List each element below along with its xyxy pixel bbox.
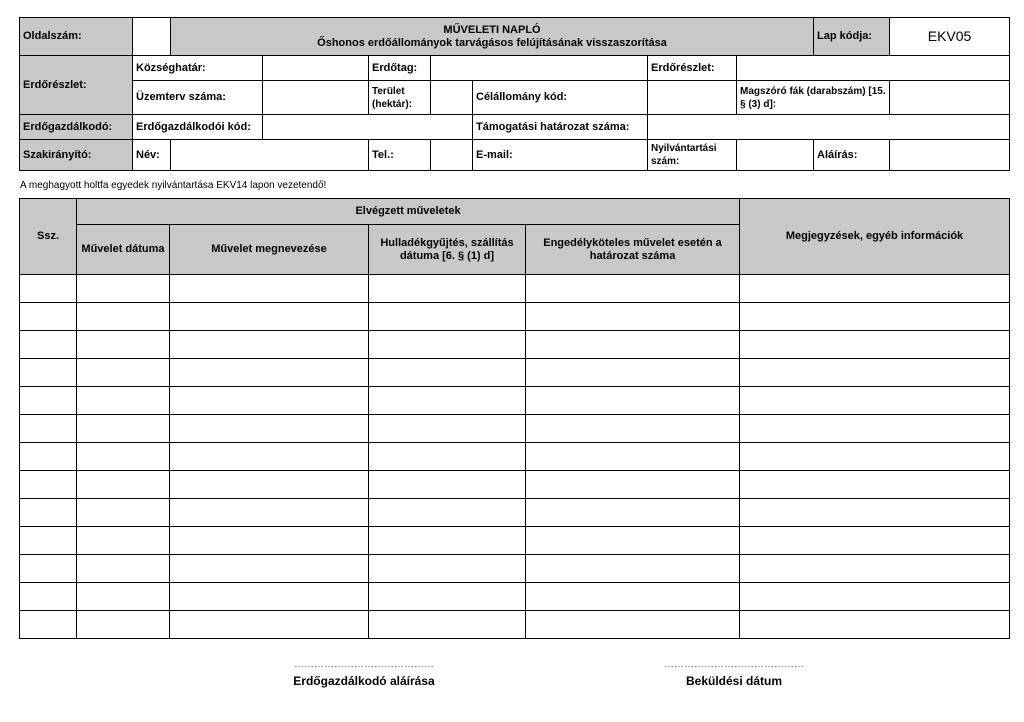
cell-hulladek[interactable] [369,527,526,555]
cell-datum[interactable] [77,527,170,555]
signature-label-right: Beküldési dátum [685,674,783,688]
col-ssz-header: Ssz. [20,199,77,275]
table-row [20,443,1010,471]
signature-line-right[interactable]: …………………………………… [664,659,804,670]
oldalszam-label: Oldalszám: [20,18,133,56]
table-row [20,471,1010,499]
holtfa-note: A meghagyott holtfa egyedek nyilvántartása EKV14 lapon vezetendő! [20,180,327,191]
celallomany-field[interactable] [648,81,737,115]
nev-field[interactable] [171,140,369,171]
email-label: E-mail: [476,148,513,161]
title-line2: Őshonos erdőállományok tarvágásos felújításának visszaszorítása [317,36,667,49]
cell-megjegyzes[interactable] [740,611,1010,639]
table-row [20,275,1010,303]
magszoro-field[interactable] [890,81,1010,115]
szakiranyito-label: Szakirányító: [20,140,133,171]
cell-engedely[interactable] [526,583,740,611]
celallomany-label: Célállomány kód: [473,81,648,115]
cell-hulladek[interactable] [369,499,526,527]
cell-engedely[interactable] [526,331,740,359]
cell-datum[interactable] [77,275,170,303]
cell-megnevezes[interactable] [170,303,369,331]
cell-ssz[interactable] [20,527,77,555]
signature-block-right [634,660,834,688]
kozseghatar-field[interactable] [263,56,369,81]
cell-megnevezes[interactable] [170,359,369,387]
nev-label: Név: [133,140,171,171]
cell-megjegyzes[interactable] [740,331,1010,359]
uzemterv-label: Üzemterv száma: [133,81,263,115]
header-table [19,17,1010,171]
cell-hulladek[interactable] [369,471,526,499]
kozseghatar-label: Községhatár: [133,56,263,81]
cell-datum[interactable] [77,471,170,499]
cell-engedely[interactable] [526,443,740,471]
col-engedely-header: Engedélyköteles művelet esetén a határozat száma [526,225,740,275]
cell-megnevezes[interactable] [170,471,369,499]
erdogazdalkodoi-kod-field[interactable] [263,115,473,140]
tel-field[interactable] [431,140,473,171]
cell-engedely[interactable] [526,415,740,443]
cell-hulladek[interactable] [369,415,526,443]
uzemterv-field[interactable] [263,81,369,115]
cell-megnevezes[interactable] [170,275,369,303]
nyilvantartasi-field[interactable] [737,140,814,171]
erdogazdalkodoi-kod-label: Erdőgazdálkodói kód: [133,115,263,140]
cell-datum[interactable] [77,583,170,611]
email-cell[interactable] [473,140,648,171]
tamogatasi-label: Támogatási határozat száma: [473,115,648,140]
table-row [20,387,1010,415]
terulet-field[interactable] [431,81,473,115]
cell-datum[interactable] [77,443,170,471]
cell-megnevezes[interactable] [170,583,369,611]
cell-ssz[interactable] [20,611,77,639]
cell-ssz[interactable] [20,499,77,527]
col-megnevezes-header: Művelet megnevezése [170,225,369,275]
signature-line-left[interactable]: …………………………………… [294,659,434,670]
cell-hulladek[interactable] [369,331,526,359]
magszoro-label: Magszóró fák (darabszám) [15. § (3) d]: [737,81,890,115]
alairas-field[interactable] [890,140,1010,171]
erdotag-field[interactable] [431,56,648,81]
cell-megjegyzes[interactable] [740,303,1010,331]
cell-ssz[interactable] [20,471,77,499]
cell-ssz[interactable] [20,331,77,359]
tel-label: Tel.: [369,140,431,171]
cell-megjegyzes[interactable] [740,443,1010,471]
cell-megjegyzes[interactable] [740,583,1010,611]
cell-megjegyzes[interactable] [740,359,1010,387]
cell-datum[interactable] [77,499,170,527]
table-row [20,303,1010,331]
erdoreszlet-label: Erdőrészlet: [20,56,133,115]
cell-hulladek[interactable] [369,359,526,387]
col-megjegyzes-header: Megjegyzések, egyéb információk [740,199,1010,275]
cell-datum[interactable] [77,611,170,639]
col-hulladek-header: Hulladékgyűjtés, szállítás dátuma [6. § (1) d] [369,225,526,275]
cell-megnevezes[interactable] [170,331,369,359]
cell-ssz[interactable] [20,415,77,443]
signature-block-left [264,660,464,688]
cell-megjegyzes[interactable] [740,471,1010,499]
cell-engedely[interactable] [526,527,740,555]
nyilvantartasi-label: Nyilvántartási szám: [648,140,737,171]
cell-megnevezes[interactable] [170,387,369,415]
operations-log-table [19,198,1010,639]
cell-ssz[interactable] [20,303,77,331]
cell-engedely[interactable] [526,471,740,499]
cell-megjegyzes[interactable] [740,499,1010,527]
table-row [20,499,1010,527]
cell-hulladek[interactable] [369,611,526,639]
cell-hulladek[interactable] [369,443,526,471]
cell-megnevezes[interactable] [170,499,369,527]
page-title [171,18,814,56]
cell-engedely[interactable] [526,303,740,331]
erdotag-label: Erdőtag: [369,56,431,81]
cell-ssz[interactable] [20,275,77,303]
oldalszam-field[interactable] [133,18,171,56]
lapkod-value: EKV05 [890,18,1010,56]
cell-engedely[interactable] [526,359,740,387]
alairas-label: Aláírás: [814,140,890,171]
erdogazdalkodo-label: Erdőgazdálkodó: [20,115,133,140]
cell-ssz[interactable] [20,583,77,611]
table-row [20,359,1010,387]
erdoreszlet-field[interactable] [737,56,1010,81]
cell-ssz[interactable] [20,555,77,583]
cell-megnevezes[interactable] [170,555,369,583]
cell-engedely[interactable] [526,611,740,639]
cell-megnevezes[interactable] [170,611,369,639]
cell-datum[interactable] [77,303,170,331]
cell-datum[interactable] [77,359,170,387]
cell-megnevezes[interactable] [170,415,369,443]
cell-megjegyzes[interactable] [740,415,1010,443]
cell-hulladek[interactable] [369,387,526,415]
cell-engedely[interactable] [526,499,740,527]
title-line1: MŰVELETI NAPLÓ [443,23,541,36]
cell-megjegyzes[interactable] [740,387,1010,415]
table-row [20,415,1010,443]
cell-megjegyzes[interactable] [740,527,1010,555]
tamogatasi-field[interactable] [648,115,1010,140]
lapkod-label: Lap kódja: [814,18,890,56]
cell-megnevezes[interactable] [170,527,369,555]
cell-ssz[interactable] [20,443,77,471]
signature-label-left: Erdőgazdálkodó aláírása [293,674,435,688]
cell-ssz[interactable] [20,359,77,387]
terulet-label: Terület (hektár): [369,81,431,115]
table-row [20,527,1010,555]
cell-engedely[interactable] [526,387,740,415]
table-row [20,331,1010,359]
cell-hulladek[interactable] [369,555,526,583]
erdoreszlet2-label: Erdőrészlet: [648,56,737,81]
cell-hulladek[interactable] [369,583,526,611]
col-datum-header: Művelet dátuma [77,225,170,275]
cell-engedely[interactable] [526,275,740,303]
group-header: Elvégzett műveletek [77,199,740,225]
cell-megjegyzes[interactable] [740,555,1010,583]
table-row [20,583,1010,611]
cell-engedely[interactable] [526,555,740,583]
table-row [20,555,1010,583]
cell-datum[interactable] [77,555,170,583]
table-row [20,611,1010,639]
cell-datum[interactable] [77,331,170,359]
cell-datum[interactable] [77,387,170,415]
cell-hulladek[interactable] [369,275,526,303]
cell-megjegyzes[interactable] [740,275,1010,303]
cell-datum[interactable] [77,415,170,443]
cell-megnevezes[interactable] [170,443,369,471]
cell-ssz[interactable] [20,387,77,415]
cell-hulladek[interactable] [369,303,526,331]
